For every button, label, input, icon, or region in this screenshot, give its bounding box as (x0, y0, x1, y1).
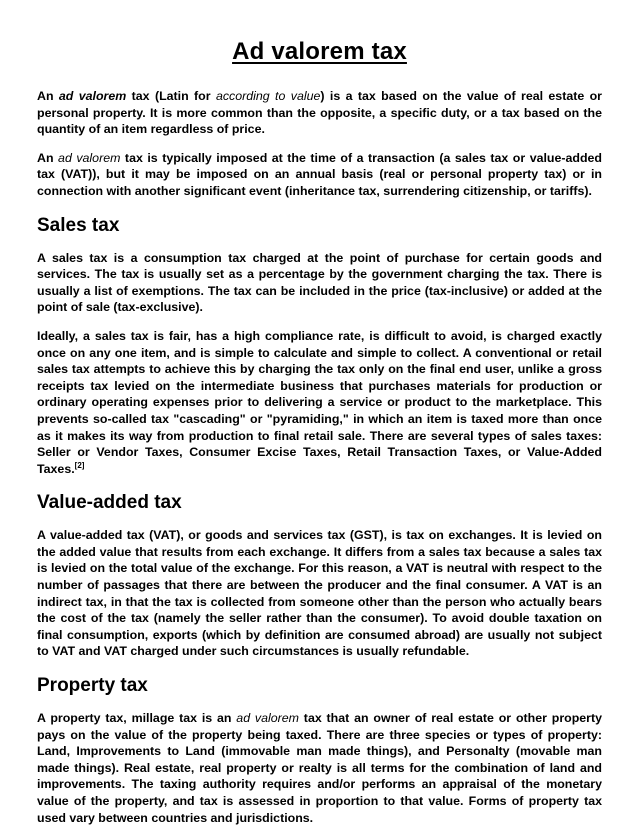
value-added-tax-paragraph: A value-added tax (VAT), or goods and services tax (GST), is tax on exchanges. It is levied on the added value that results from each exchange. It differs from a sales tax because a sales tax is levied on the total value of the exchange. For this reason, a VAT is neutral with respect to the number of passages that there are between the producer and the final consumer. A VAT is an indirect tax, in that the tax is collected from someone other than the person who actually bears the cost of the tax (namely the seller rather than the consumer). To avoid double taxation on final consumption, exports (which by definition are consumed abroad) are usually not subject to VAT and VAT charged under such circumstances is usually refundable. (37, 528, 602, 659)
intro-text: An (37, 89, 59, 103)
page-title: Ad valorem tax (232, 38, 407, 65)
ad-valorem-term: ad valorem (58, 89, 127, 103)
intro-paragraph-1 (37, 88, 602, 138)
intro-text: tax is typically imposed at the time of a transaction (a sales tax or value-added tax (VAT)), but it may be imposed on an annual basis (real or personal property tax) or in connection with another significant event (inheritance tax, surrendering citizenship, or tariffs). (37, 150, 603, 198)
intro-text: ) is a tax based on the value of real estate or personal property. It is more common than the opposite, a (37, 89, 603, 120)
sales-tax-text: Ideally, a sales tax is fair, has a high compliance rate, is difficult to avoid, is charged exactly once on any one item, and is simple to calculate and simple to collect. A conventional or retail sales tax attempts to achieve this by charging the tax only on the final end user, unlike a gross receipts tax levied on the intermediate business that purchases materials for production or ordinary operating expenses prior to delivering a service or product to the marketplace. This prevents so-called tax "cascading" or "pyramiding," in which an item is taxed more than once as it makes its way from production to final retail sale. There are several types of sales taxes: Seller or Vendor Taxes, Consumer Excise Taxes, Retail Transaction Taxes, or Value-Added Taxes. (37, 328, 602, 476)
ad-valorem-term: ad valorem (58, 150, 121, 165)
property-tax-text: tax that an owner of real estate or other property pays on the value of the property being taxed. There are three species or types of property: Land, Improvements to Land (immovable man made things), and Personalty (movable man made things). Real estate, real property or realty is all terms for the combination of land and improvements. The taxing authority requires and/or performs an appraisal of the monetary value of the property, and tax is assessed in proportion to that value. Forms of property tax used vary between countries and jurisdictions. (37, 711, 603, 825)
ad-valorem-term: ad valorem (236, 711, 299, 726)
property-tax-paragraph (37, 710, 602, 826)
property-tax-heading: Property tax (37, 675, 148, 697)
property-tax-text: A property tax, millage tax is an (37, 711, 237, 726)
value-added-tax-heading: Value-added tax (37, 492, 182, 514)
sales-tax-paragraph-1: A sales tax is a consumption tax charged at the point of purchase for certain goods and services. The tax is usually set as a percentage by the government charging the tax. There is usually a list of exemptions. The tax can be included in the price (tax-inclusive) or added at the point of sale (tax-exclusive). (37, 250, 602, 315)
citation-ref[interactable]: [2] (74, 460, 85, 470)
intro-text: An (37, 150, 59, 165)
latin-gloss: according to value (215, 89, 321, 103)
intro-text: tax (Latin for (126, 89, 216, 103)
sales-tax-heading: Sales tax (37, 214, 120, 236)
intro-text: , or a tax based on the quantity of an item regardless of price. (37, 105, 602, 137)
sales-tax-paragraph-2 (37, 328, 602, 477)
specific-duty-link[interactable]: specific duty (390, 105, 467, 120)
intro-paragraph-2 (37, 150, 602, 200)
